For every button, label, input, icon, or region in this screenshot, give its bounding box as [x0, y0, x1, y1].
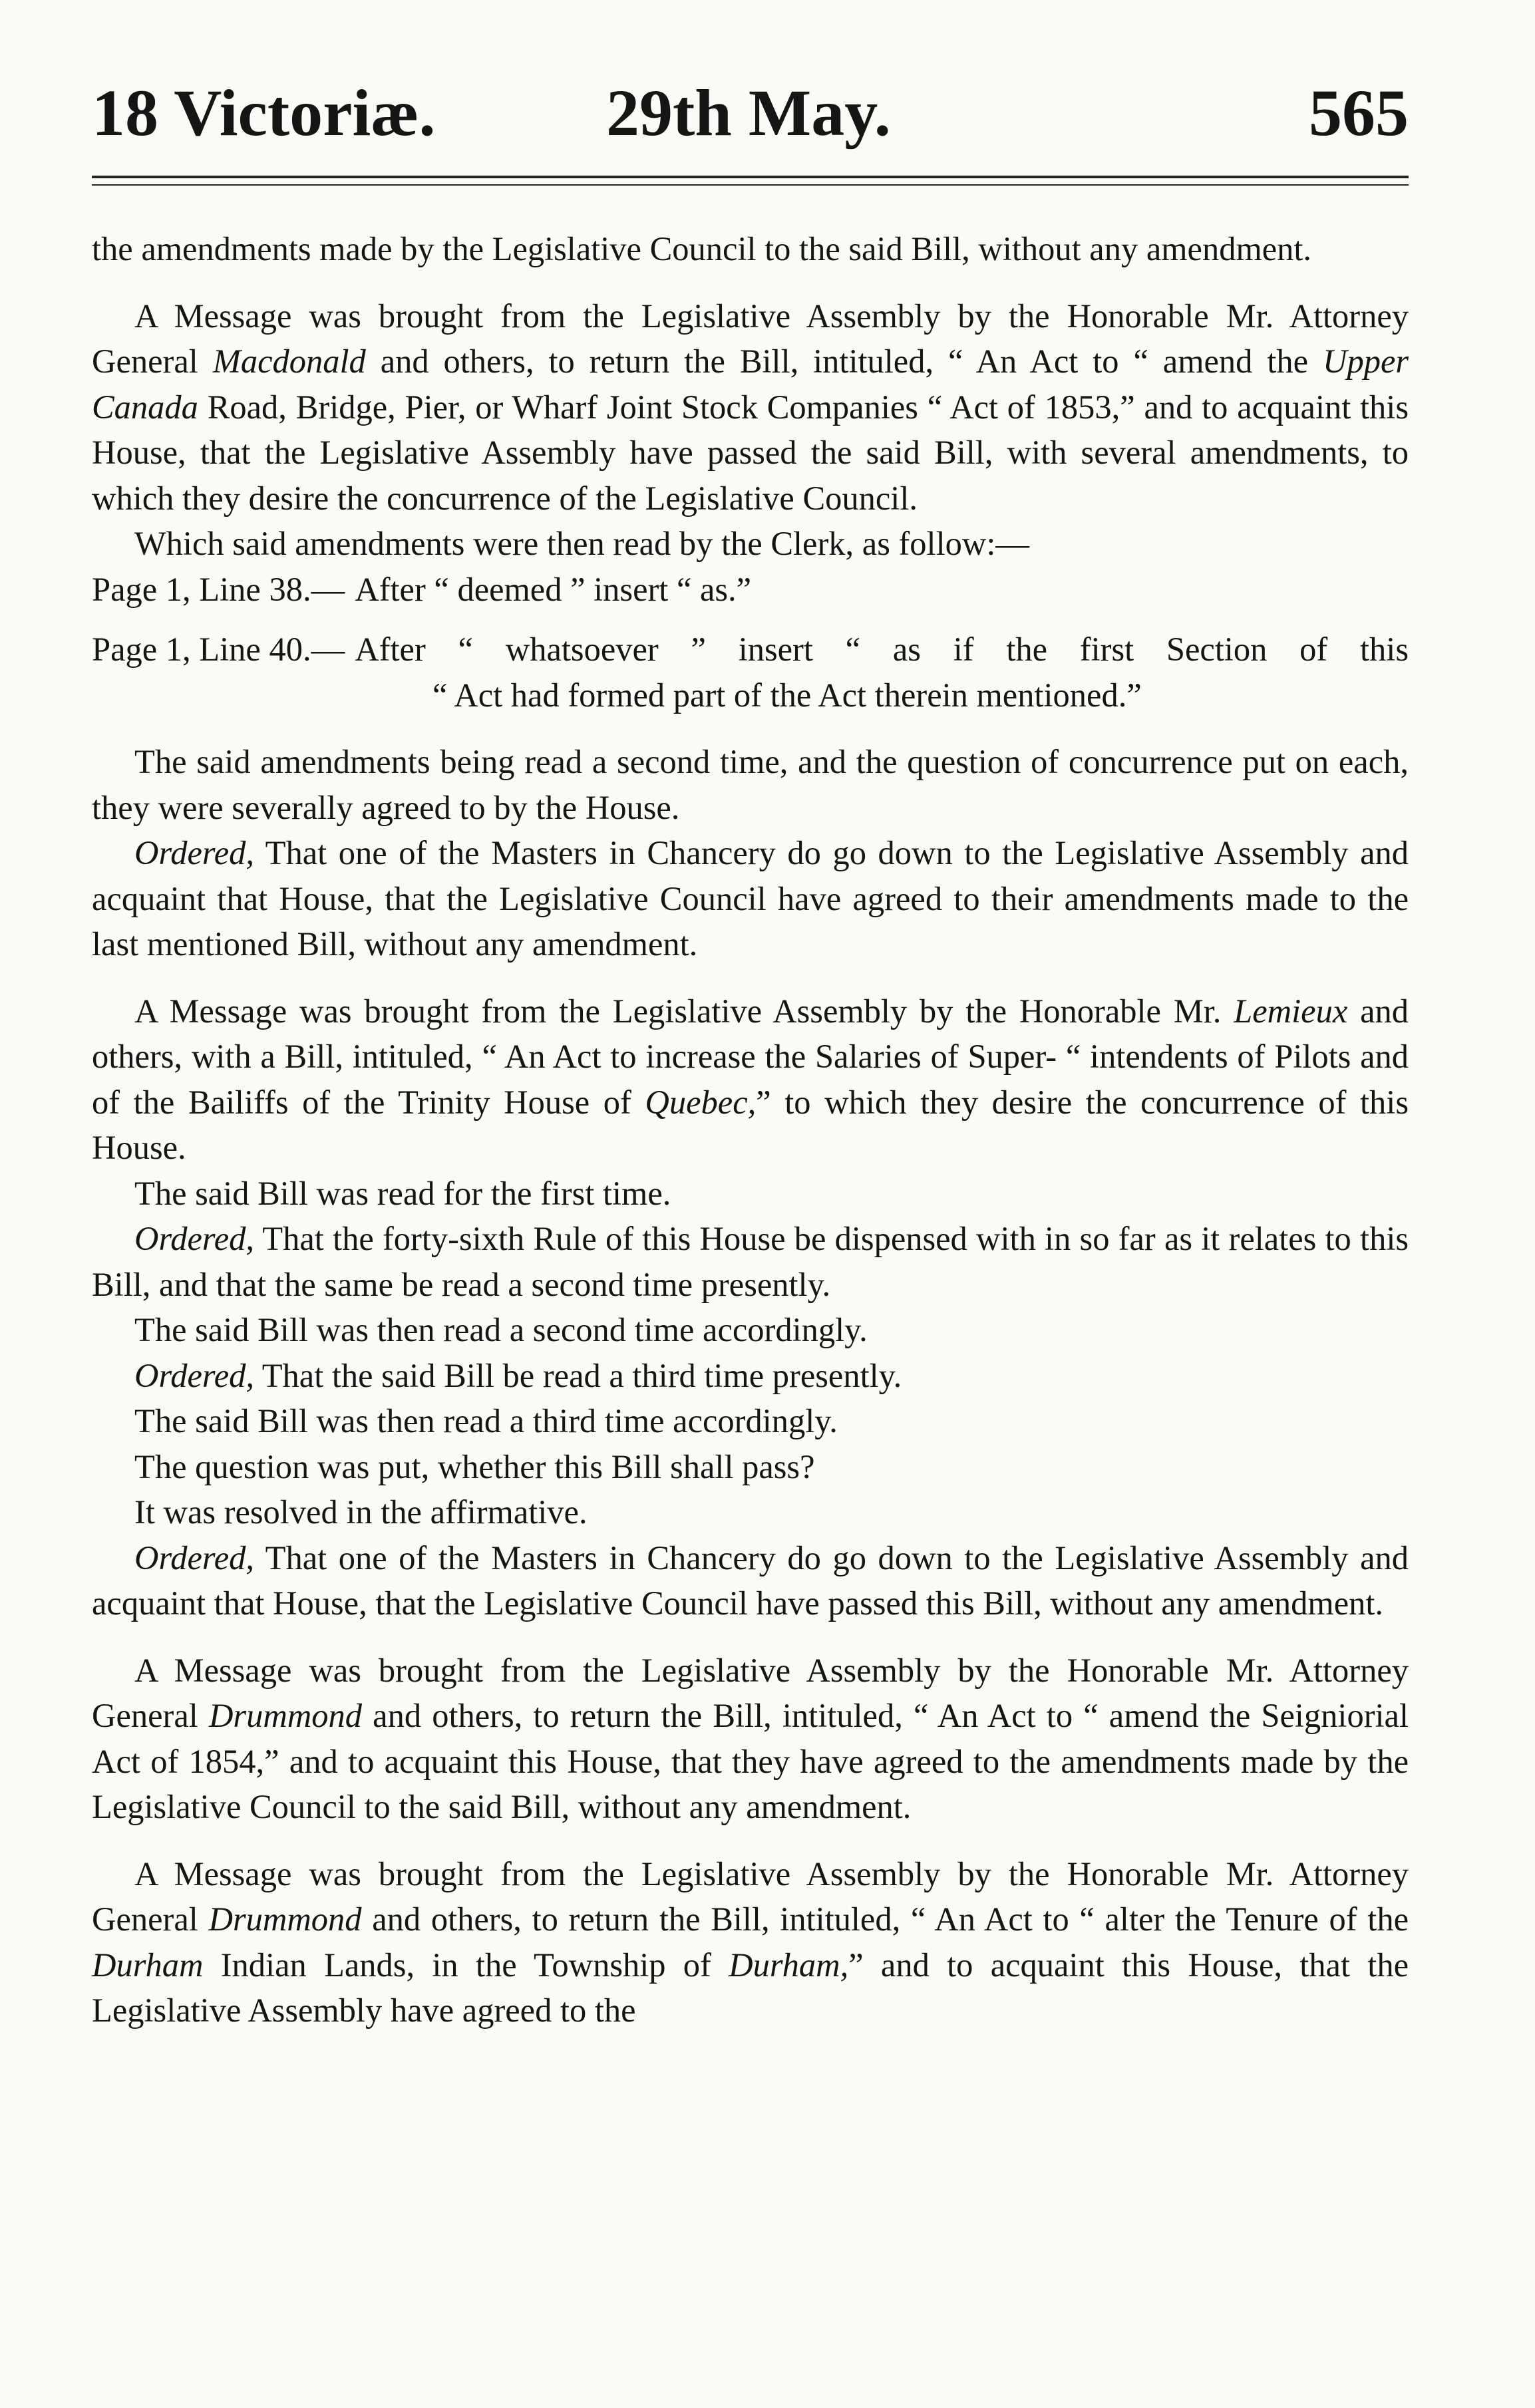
paragraph-message-drummond-1: A Message was brought from the Legislative Assembly by the Honorable Mr. Attorney General Drummond and others, to return the Bill, intituled, “ An Act to “ amend the Seigniorial Act of 1854,” and to acquaint this House, that they have agreed to the amendments made by the Legislative Council to the said Bill, without any amendment. [92, 1651, 1409, 1825]
header-rule-thin [92, 184, 1409, 186]
paragraph-message-drummond-2: A Message was brought from the Legislative Assembly by the Honorable Mr. Attorney General Drummond and others, to return the Bill, intituled, “ An Act to “ alter the Tenure of the Durham Indian Lands, in the Township of Durham,” and to acquaint this House, that the Legislative Assembly have agreed to the [92, 1855, 1409, 2029]
header-date: 29th May. [606, 76, 891, 150]
paragraph-ordered-3: Ordered, That the said Bill be read a third time presently. [134, 1356, 902, 1394]
paragraph-message-lemieux: A Message was brought from the Legislative Assembly by the Honorable Mr. Lemieux and others, with a Bill, intituled, “ An Act to increase the Salaries of Super- “ intendents of Pilots and of the Bailiffs of the Trinity House of Quebec,” to which they desire the concurrence of this House. [92, 992, 1409, 1166]
paragraph-second-reading: The said Bill was then read a second time accordingly. [134, 1311, 868, 1348]
header-session: 18 Victoriæ. [92, 76, 436, 150]
amendment-2-text: After “ whatsoever ” insert “ as if the first Section of this [355, 631, 1409, 668]
paragraph-ordered-4: Ordered, That one of the Masters in Chancery do go down to the Legislative Assembly and acquaint that House, that the Legislative Council have passed this Bill, without any amendment. [92, 1539, 1409, 1622]
amendment-1-text: After “ deemed ” insert “ as.” [355, 570, 752, 608]
amendment-2 [92, 627, 1409, 673]
paragraph-concurrence: The said amendments being read a second time, and the question of concurrence put on each, they were severally agreed to by the House. [92, 743, 1409, 826]
paragraph-message-macdonald: A Message was brought from the Legislative Assembly by the Honorable Mr. Attorney General Macdonald and others, to return the Bill, intituled, “ An Act to “ amend the Upper Canada Road, Bridge, Pier, or Wharf Joint Stock Companies “ Act of 1853,” and to acquaint this House, that the Legislative Assembly have passed the said Bill, with several amendments, to which they desire the concurrence of the Legislative Council. [92, 297, 1409, 517]
page-number: 565 [1309, 76, 1409, 150]
paragraph-question: The question was put, whether this Bill shall pass? [134, 1447, 815, 1485]
running-header [92, 63, 1409, 163]
paragraph-ordered-1: Ordered, That one of the Masters in Chancery do go down to the Legislative Assembly and acquaint that House, that the Legislative Council have agreed to their amendments made to the last mentioned Bill, without any amendment. [92, 834, 1409, 963]
amendment-1-ref: Page 1, Line 38.— [92, 570, 345, 608]
amendment-1 [92, 567, 1409, 613]
paragraph-amendments-read: Which said amendments were then read by the Clerk, as follow:— [134, 525, 1029, 562]
header-rule-thick [92, 176, 1409, 178]
paragraph-resolved: It was resolved in the affirmative. [134, 1493, 588, 1531]
amendment-2-ref: Page 1, Line 40.— [92, 631, 345, 668]
paragraph-first-reading: The said Bill was read for the first time. [134, 1174, 671, 1212]
paragraph-third-reading: The said Bill was then read a third time accordingly. [134, 1402, 838, 1439]
amendment-2-continuation: “ Act had formed part of the Act therein mentioned.” [432, 676, 1142, 714]
journal-body [92, 226, 1409, 2033]
paragraph-ordered-2: Ordered, That the forty-sixth Rule of this House be dispensed with in so far as it relates to this Bill, and that the same be read a second time presently. [92, 1220, 1409, 1303]
paragraph-continued: the amendments made by the Legislative Council to the said Bill, without any amendment. [92, 230, 1312, 267]
